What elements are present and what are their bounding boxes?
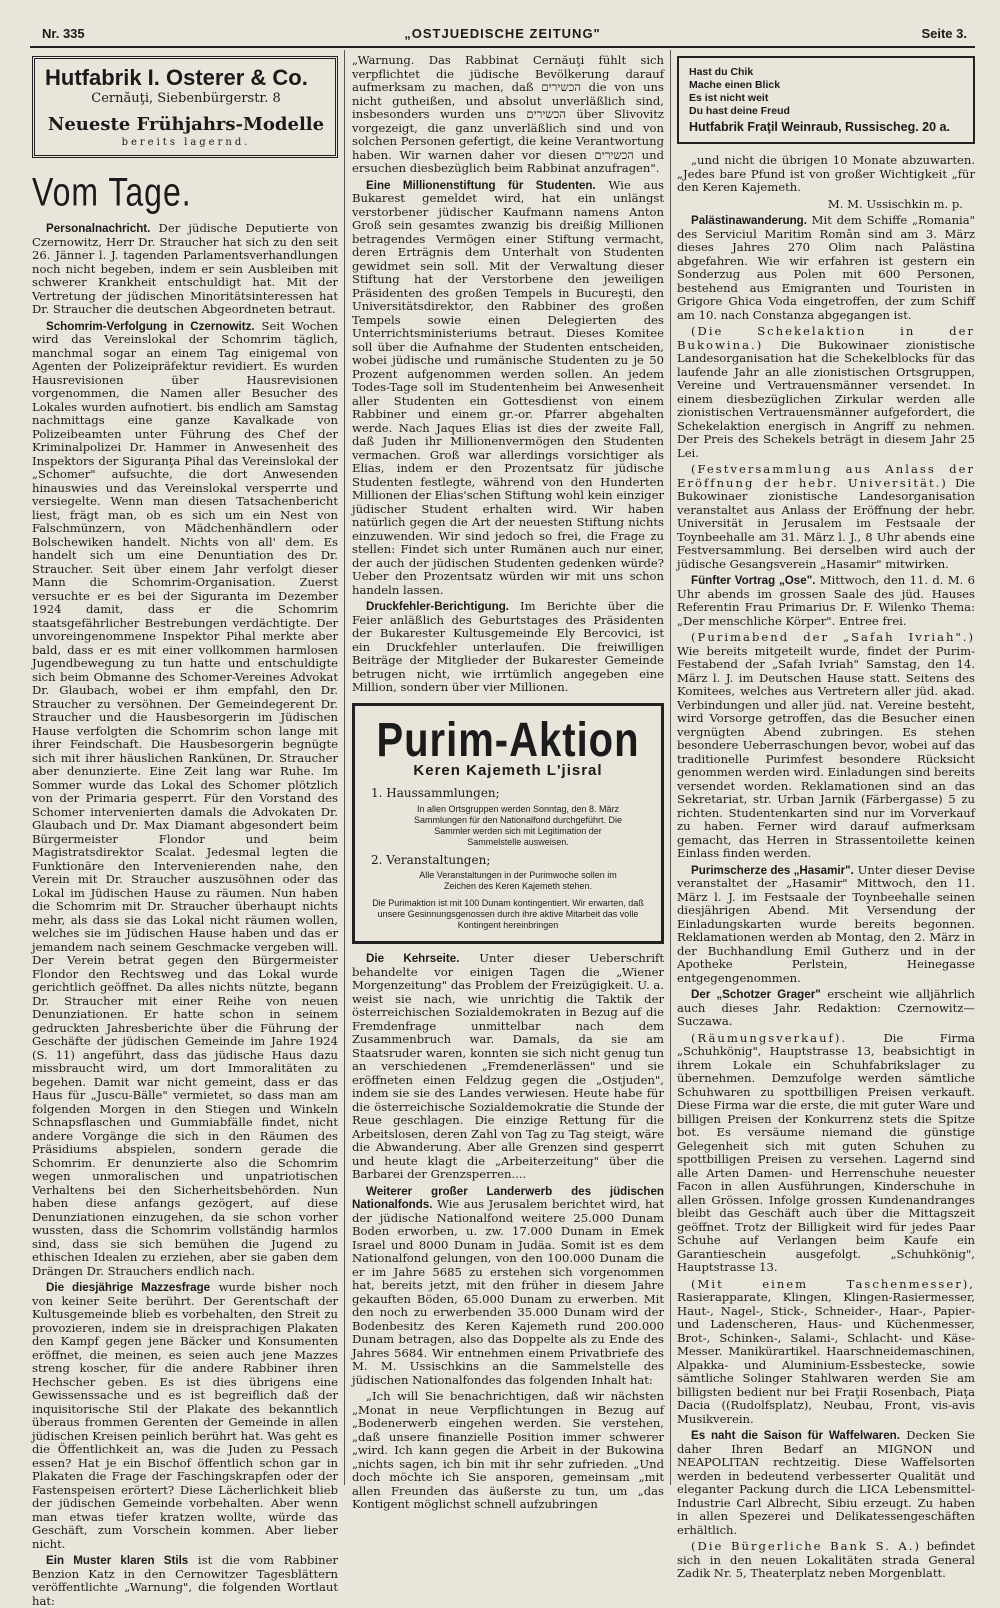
ad-line: Mache einen Blick (689, 79, 781, 91)
article-text: befindet sich in den neuen Lokalitäten strada General Zadik Nr. 5, Theaterplatz neben Morgenblatt. (677, 1539, 975, 1580)
quote-text: „und nicht die übrigen 10 Monate abzuwarten. „Jedes bare Pfund ist von großer Wichtigkeit „für den Keren Kajemeth. (677, 153, 975, 194)
article-heading: Fünfter Vortrag „Ose". (691, 574, 816, 587)
article (352, 1185, 664, 1388)
page-number: Nr. 335 (42, 26, 85, 41)
weinraub-ad (677, 56, 975, 144)
article-text: Mittwoch, den 11. d. M. 6 Uhr abends im grossen Saale des jüd. Hauses Referentin Frau Primarius Dr. F. Wilenko Thema: „Der menschliche Körper". Entree frei. (677, 573, 976, 628)
article-heading: Purimscherze des „Hasamir". (691, 863, 854, 877)
article-heading: Druckfehler-Berichtigung. (366, 600, 510, 613)
ad-line: Es ist nicht weit (689, 92, 769, 104)
article-heading: (Die Bürgerliche Bank S. A.) (691, 1539, 921, 1553)
article-heading: (Räumungsverkauf). (691, 1030, 848, 1045)
article (677, 574, 975, 628)
column-divider (670, 50, 671, 1485)
article-text: Wie aus Jerusalem berichtet wird, hat der jüdische Nationalfond weitere 25.000 Dunam Boden erworben, u. zw. 17.000 Dunam in Emek Israel und 8000 Dunam in Judäa. Somit ist es dem Nationalfond gelungen, von den 100.000 Dunam die er im Jahre 5685 zu erstehen sich vorgenommen hat, bereits jetzt, mit den früher in diesem Jahre gekauften Böden, 65.000 Dunam zu erwerben. Mit den noch zu erwerbenden 35.000 Dunam wird der Bodenbesitz des Keren Kajemeth rund 200.000 Dunam betragen, also das Doppelte als zu Ende des Jahres 5684. Wir entnehmen einem Privatbriefe des M. M. Ussischkins an die Sammelstelle des jüdischen Nationalfondes das folgenden Inhalt hat: (352, 1197, 664, 1387)
article-text: Der jüdische Deputierte von Czernowitz, Herr Dr. Straucher hat sich zu den seit 26. Jänner l. J. tagenden Parlamentsverhandlungen noch nicht begeben, indem er sein Ausbleiben mit schwerer Krankheit entschuldigt hat. Mit der Vertretung der jüdischen Minoritätsinteressen hat Dr. Straucher die deutschen Abgeordneten betraut. (32, 221, 338, 316)
article-text: wurde bisher noch von keiner Seite berührt. Der Gerentschaft der Kultusgemeinde blieb es vorbehalten, den Streit zu provozieren, indem sie in dreisprachigen Plakaten den Kampf gegen jene Bäcker und Konsumenten eröffnet, die meinen, es seien auch jene Mazzes streng koscher, für die andere Rabbiner ihren Hechscher geben. Es ist dies übrigens eine Gewissenssache und es ist begreiflich daß der inquisitorische Stil der Plakate des bekanntlich überaus frommen Gerenten der Gemeinde in allen jüdischen Kreisen peinlich berührt hat. Was geht es die Öffentlichkeit an, was die Juden zu Pessach essen? Hat je ein Bischof öffentlich schon gar in Plakaten die Frage der Faschingskrapfen oder der Fastenspeisen erörtert? Diese Lächerlichkeit blieb der jüdischen Gemeinde vorbehalten. Aber wenn man etwas tiefer kratzen wollte, würde das Geschäft, zum Vorschein kommen. Aber lieber nicht. (32, 1280, 338, 1551)
header-rule (30, 46, 975, 48)
article (677, 864, 975, 986)
column-divider (344, 50, 345, 1485)
article-heading: Schomrim-Verfolgung in Czernowitz. (46, 319, 255, 333)
ad-address: Cernăuţi, Siebenbürgerstr. 8 (91, 91, 281, 106)
ad-item-text: In allen Ortsgruppen werden Sonntag, den 8. März Sammlungen für den Nationalfond durchgeführt. Die Sammler werden sich mit Legitimation der Sammelstelle ausweisen. (413, 803, 623, 847)
column-1 (32, 54, 339, 1608)
page-header (30, 20, 975, 46)
article (677, 1032, 975, 1275)
article-heading: Die Kehrseite. (366, 952, 460, 965)
article-heading: Ein Muster klaren Stils (46, 1554, 189, 1567)
article-text: Unter dieser Devise veranstaltet der „Hasamir" Mittwoch, den 11. März l. J. im Festsaale der Toynbeehalle seinen diesjährigen Abend. Mit Versendung der Einladungskarten wurde bereits begonnen. Reklamationen werden ab Montag, den 2. März in der Buchhandlung Emil Gutherz und in der Apotheke Perlstein, Heinegasse entgegengenommen. (677, 862, 976, 985)
article-heading: Eine Millionenstiftung für Studenten. (366, 178, 596, 192)
article (677, 463, 975, 571)
ad-item: 1. Haussammlungen; (371, 786, 500, 800)
article-text: ist die vom Rabbiner Benzion Katz in den Cernowitzer Tagesblättern veröffentlichte „Warnung", die folgenden Wortlaut hat: (32, 1553, 339, 1608)
ad-line: Du hast deine Freud (689, 105, 790, 117)
article (352, 600, 664, 695)
ad-note: Die Purimaktion ist mit 100 Dunam kontingentiert. Wir erwarten, daß unsere Gesinnungsgenossen durch ihre aktive Mitarbeit das volle Kontingent hereinbringen (372, 898, 644, 930)
article (677, 1278, 975, 1427)
article-text: Wie bereits mitgeteilt wurde, findet der Purim-Festabend der „Safah Ivriah" Samstag, den 14. März l. J. im Deutschen Hause statt. Seitens des Komitees, welches aus Vertretern aller jüd. akad. Verbindungen und aller jüd. nat. Vereine besteht, wird Vorsorge getroffen, das die Besucher einen vergnügten Abend zubringen. Es stehen besondere Ueberraschungen bevor, wobei auf das traditionelle Purimfest besondere Rücksicht genommen werden wird. Einladungen sind bereits versendet worden. Reklamationen sind an das Sekretariat, str. Urban Jarnik (Färbergasse) 5 zu richten. Studentenkarten sind nur im Vorverkauf zu haben. Ferner wird darauf aufmerksam gemacht, das Herren in Strassentoilette keinen Einlass finden werden. (677, 643, 975, 860)
ad-line: Hast du Chik (689, 66, 754, 78)
article-heading: Weiterer großer Landerwerb des jüdischen Nationalfonds. (352, 1184, 664, 1211)
hat-factory-ad (32, 56, 338, 158)
article-text: Im Berichte über die Feier anläßlich des Geburtstages des Präsidenten der Bukarester Kultusgemeinde Ely Bercovici, ist ein Druckfehler unterlaufen. Die freiwilligen Beiträge der Mitglieder der Bukarester Gemeinde betrugen nicht, wie irrtümlich angegeben eine Million, sondern über vier Millionen. (352, 599, 665, 694)
article-heading: (Purimabend der „Safah Ivriah".) (691, 630, 975, 644)
article (677, 1429, 975, 1537)
article (32, 222, 338, 317)
article-text: Wie aus Bukarest gemeldet wird, hat ein unlängst verstorbener jüdischer Kaufmann namens Anton Groß sein gesamtes zwanzig bis dreißig Millionen betragendes Vermögen einer Stiftung vermacht, deren Erträgnis dem Unterhalt von Studenten gewidmet sein soll. Mit der Verwaltung dieser Stiftung hat der Verstorbene den jeweiligen Präsidenten des großen Tempels in Bucureşti, den Universitätsdirektor, den Rabbiner des großen Tempels sowie einen Delegierten des Unterrichtsministeriums betraut. Dieses Komitee soll über die Aufnahme der Studenten entscheiden, wobei jüdische und rumänische Studenten zu je 50 Prozent aufgenommen werden sollen. An jedem Todes-Tage soll im Studentenheim bei Anwesenheit aller Studenten ein Gottesdienst von einem Rabbiner und einem gr.-or. Pfarrer abgehalten werde. Nach Jaques Elias ist dies der zweite Fall, daß Juden ihr Millionenvermögen den Studenten vermachen. Groß war allerdings vorsichtiger als Elias, indem er den Prozentsatz für jüdische Studenten festlegte, während von den Hunderten Millionen der Elias'schen Stiftung wohl kein einziger jüdischer Student erhalten wird. Wir haben natürlich gegen die Art der neuesten Stiftung nichts einzuwenden. Wir sind jedoch so frei, die Frage zu stellen: Findet sich unter Rumänen auch nur einer, der auch der jüdischen Studenten gedenken würde? Ueber den Prozentsatz würden wir mit uns schon handeln lassen. (352, 177, 665, 597)
signature: M. M. Ussischkin m. p. (827, 196, 963, 211)
ad-item-text: Alle Veranstaltungen in der Purimwoche sollen im Zeichen des Keren Kajemeth stehen. (419, 870, 617, 891)
newspaper-title: „OSTJUEDISCHE ZEITUNG" (404, 26, 601, 41)
article-heading: Die diesjährige Mazzesfrage (46, 1281, 211, 1294)
article-heading: Palästinawanderung. (691, 214, 807, 227)
column-2 (352, 53, 665, 1511)
article-heading: Der „Schotzer Grager" (691, 988, 821, 1001)
article-heading: (Festversammlung aus Anlass der Eröffnung der hebr. Universität.) (677, 462, 975, 490)
quote-text: „Ich will Sie benachrichtigen, daß wir nächsten „Monat in neue Verpflichtungen in Bezug auf „Bodenerwerb eingehen werden. Sie verstehen, „daß unsere finanzielle Position immer schwerer „wird. Ich kann gegen die Arbeit in der Bukowina „nichts sagen, ich bin mit ihr sehr zufrieden. „Und doch möchte ich Sie ansporen, gemeinsam „mit allen Freunden das äußerste zu tun, um „das Kontigent möglichst schnell aufzubringen (352, 1389, 664, 1511)
column-3 (677, 54, 976, 1580)
purim-aktion-ad (352, 703, 664, 945)
ad-firm-name: Hutfabrik I. Osterer & Co. (45, 65, 308, 90)
article (32, 1554, 338, 1608)
article-text: Unter dieser Ueberschrift behandelte vor einigen Tagen die „Wiener Morgenzeitung" das Problem der Freizügigkeit. U. a. weist sie nach, wie unrichtig die Taktik der österreichischen Sozialdemokraten in Bezug auf die Fremdenfrage unmittelbar nach dem Zusammenbruch war. Damals, da sie am Staatsruder waren, konnten sie sich nicht genug tun an verschiedenen „Fremdenerlässen" und sie eröffneten einen Feldzug gegen die „Ostjuden", indem sie sie des Landes verwiesen. Heute habe für die österreichische Sozialdemokratie die Stunde der Reue geschlagen. Die einzige Rettung für die Arbeitslosen, deren Zahl von Tag zu Tag steigt, wäre die Abwanderung. Aber alle Grenzen sind gesperrt und heute klagt die „Arbeiterzeitung" über die Barbarei der Grenzsperren.... (352, 951, 664, 1181)
ad-headline: Neueste Frühjahrs-Modelle (47, 114, 325, 135)
warning-text: „Warnung. Das Rabbinat Cernăuţi fühlt sich verpflichtet die jüdische Bevölkerung darauf aufmerksam zu machen, daß הכשירים die von uns nicht gutheißen, und absolut unverläßlich sind, insbesonders wurden uns הכשירים über Slivovitz vorgezeigt, die ganz unverläßlich sind und von solchen Personen gefertigt, die keine Verantwortung haben. Wir warnen daher vor diesen הכשירים und ersuchen diesbezüglich beim Rabbinat anzufragen". (352, 53, 665, 175)
article (677, 1540, 975, 1581)
article-heading: (Mit einem Taschenmesser), (691, 1276, 975, 1291)
ad-subtitle: Keren Kajemeth L'jisral (413, 761, 603, 779)
ad-stock: bereits lagernd. (121, 137, 251, 148)
article-text: Rasierapparate, Klingen, Klingen-Rasiermesser, Haut-, Nagel-, Stick-, Schneider-, Haar-, Papier- und Ladenscheren, Haus- und Küchenmesser, Brot-, Schinken-, Salami-, Schlacht- und Käse-Messer. Manikürartikel. Haarschneidemaschinen, Alpakka- und Aluminium-Essbestecke, sowie sämtliche Solinger Stahlwaren werden Sie am billigsten bedient nur bei Fraţii Rosenbach, Piaţa Dacia ((Rudolfsplatz), Neubau, Front, vis-avis Musikverein. (677, 1290, 975, 1426)
article (677, 214, 975, 322)
ad-title: Purim-Aktion (376, 713, 640, 767)
article (677, 988, 975, 1029)
article (352, 952, 664, 1182)
article-text: Die Bukowinaer zionistische Landesorganisation veranstaltet aus Anlass der Eröffnung der hebr. Universität in Jerusalem im Festsaale der Toynbeehalle am 31. März l. J., 8 Uhr abends eine Festversammlung. Bei derselben wird auch der jüdische Gesangsverein „Hasamir" mitwirken. (677, 475, 976, 571)
article-text: Mit dem Schiffe „Romania" des Serviciul Maritim Român sind am 3. März dieses Jahres 270 Olim nach Palästina abgefahren. Wie wir erfahren ist gestern ein Sonderzug aus Polen mit 600 Personen, bestehend aus Emigranten und Touristen in Grigore Ghica Voda eingetroffen, der zum Schiff am 10. nach Constanza abgegangen ist. (677, 213, 976, 322)
article (32, 1281, 338, 1551)
page-label: Seite 3. (921, 26, 967, 41)
article (677, 631, 975, 861)
section-title: Vom Tage. (32, 169, 192, 215)
ad-item: 2. Veranstaltungen; (371, 852, 491, 867)
ad-signature: Hutfabrik Fraţil Weinraub, Russischeg. 20 a. (689, 120, 950, 134)
article (677, 325, 975, 460)
article-heading: (Die Schekelaktion in der Bukowina.) (677, 324, 975, 352)
article-text: Decken Sie daher Ihren Bedarf an MIGNON und NEAPOLITAN rechtzeitig. Diese Waffelsorten werden in bedeutend verbesserter Qualität und eleganter Packung durch die LICA Lebensmittel-Industrie Carl Albrecht, Sibiu erzeugt. Zu haben in allen Spezerei und Delikatessengeschäften erhältlich. (677, 1428, 975, 1537)
article-heading: Es naht die Saison für Waffelwaren. (691, 1429, 900, 1442)
article-text: Die Bukowinaer zionistische Landesorganisation hat die Schekelblocks für das laufende Jahr an alle zionistischen Ortsgruppen, Vereine und Vertrauensmänner versendet. In einem diesbezüglichen Zirkular werden alle zionistischen Vertrauensmänner aufgefordert, die Schekelaktion energisch in Angriff zu nehmen. Der Preis des Schekels beträgt in diesem Jahr 25 Lei. (677, 337, 975, 460)
article (32, 320, 338, 1279)
article-heading: Personalnachricht. (46, 222, 151, 235)
article-text: Die Firma „Schuhkönig", Hauptstrasse 13, beabsichtigt in ihrem Lokale ein Schuhfabrikslager zu übernehmen. Demzufolge werden sämtliche Schuhwaren zu spottbilligen Preisen verkauft. Diese Firma war die erste, die mit guter Ware und billigen Preisen der Konkurrenz stets die Spitze bot. Es versäume niemand die günstige Gelegenheit sich mit guten Schuhen zu spottbilligen Preisen zu versehen. Lagernd sind alle Arten Damen- und Herrenschuhe neuester Facon in allen Ausführungen, Kinderschuhe in allen Grössen. Infolge grossen Kundenandranges bleibt das Geschäft auch über die Mittagszeit geöffnet. Trotz der Billigkeit wird für jedes Paar Schuhe auf Verlangen beim Kaufe ein Garantieschein ausgefolgt. „Schuhkönig", Hauptstrasse 13. (677, 1030, 975, 1274)
article-text: Seit Wochen wird das Vereinslokal der Schomrim täglich, manchmal sogar an einem Tag einigemal von Agenten der Polizeipräfektur revidiert. Es wurden Hausrevisionen über Hausrevisionen vorgenommen, die Namen aller Besucher des Lokales wurden aufnotiert. bis endlich am Samstag nachmittags eine ganze Kavalkade von Polizeibeamten unter Führung des Chef der Kriminalpolizei Dr. Hammer in Anwesenheit des Inspektors der Siguranţa Pihal das Vereinslokal der „Schomer" aufsuchte, die dort Anwesenden hinauswies und das Vereinslokal versperrte und versiegelte. Wenn man diesen Tatsachenbericht liest, frägt man, ob es sich um ein Nest von Falschmünzern, von Mädchenhändlern oder Bolschewiken handelt. Nichts von all' dem. Es handelt sich um eine Denuntiation des Dr. Straucher. Seit über einem Jahr verfolgt dieser Mann die Schomrim-Organisation. Zuerst versuchte er es bei der Siguranta im Dezember 1924 damit, dass er die Schomrim staatsgefährlicher Bestrebungen verdächtigte. Der unvoreingenommene Inspektor Pihal merkte aber bald, dass er es mit einer vollkommen harmlosen Jugendbewegung zu tun hatte und entschuldigte sich beim Obmanne des Schomer-Vereines Advokat Dr. Glaubach, wobei er ihm empfahl, den Dr. Straucher zu versöhnen. Der Gemeindegerent Dr. Straucher und die Hausbesorgerin im Jüdischen Hause verfolgten die Schomrim schon lange mit ihrer Feindschaft. Die Hausbesorgerin begnügte sich mit ihrer häuslichen Rankünen, Dr. Straucher aber denunzierte. Eine Zeit lang war Ruhe. Im Sommer wurde das Lokal des Schomer plötzlich von der Primaria gesperrt. Für den Vorstand des Schomer intervenierten damals die Advokaten Dr. Glaubach und Dr. Max Diamant abgesondert beim Bürgermeister Flondor und beim Magistratsdirektor Scalat. Jedesmal legten die Funktionäre den Intervenierenden nahe, den Verein mit Dr. Straucher auszusöhnen oder das Lokal im Jüdischen Hause zu räumen. Nun haben die Schomrim mit Dr. Straucher überhaupt nichts mehr, als dass sie das Lokal nicht räumen wollen, welches sie im Jüdischen Hause haben und das er jemandem nach seinem Geschmacke vergeben will. Der Verein betrat gegen den Bürgermeister Flondor den Rechtsweg und das Lokal wurde gerichtlich geöffnet. Da alles nichts nützte, begann Dr. Straucher mit einer Reihe von neuen Denunziationen. Er hatte schon in seinem gedruckten Jahresberichte über die Führung der Geschäfte der jüdischen Gemeinde im Jahre 1924 (S. 11) angeführt, dass das jüdische Haus dazu missbraucht wird, um dort Immoralitäten zu begehen. Damit war nicht gemeint, dass er das Haus für „Juscu-Bälle" vermietet, so dass man am folgenden Morgen in den Stiegen und Winkeln Schnapsflaschen und Gummiabfälle findet, nicht andere Vorgänge die sich in den Räumen des Präsidiums abspielen, sondern gerade die Schomrim. Er denunzierte also die Schomrim wegen unmoralischen und unpatriotischen Verhaltens bei den Sicherheitsbehörden. Nun haben diese anfangs gezögert, auf diese Denunziationen einzugehen, da sie schon vorher wussten, dass die Schomrim vollständig harmlos sind, dass sie sich bemühen die Jugend zu ethischen Idealen zu erziehen, aber sie gaben dem Drängen Dr. Strauchers endlich nach. (32, 318, 338, 1278)
article (352, 179, 664, 598)
article-text: erscheint wie alljährlich auch dieses Jahr. Redaktion: Czernowitz—Suczawa. (677, 987, 976, 1028)
